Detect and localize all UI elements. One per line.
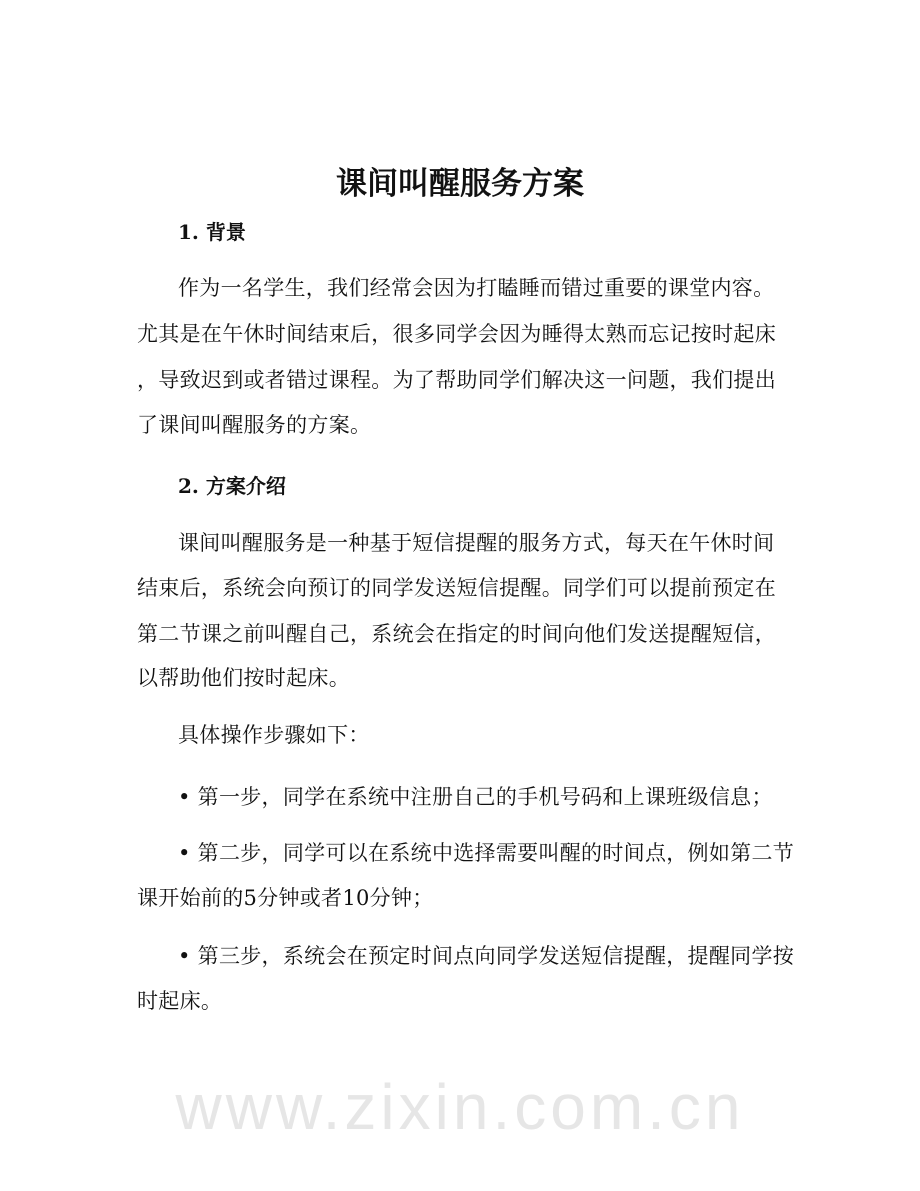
section-heading-background: 1. 背景 xyxy=(178,220,246,244)
step-item: • 第一步，同学在系统中注册自己的手机号码和上课班级信息； xyxy=(178,785,773,809)
step-item: • 第三步，系统会在预定时间点向同学发送短信提醒，提醒同学按 xyxy=(178,944,795,968)
paragraph-line: 了课间叫醒服务的方案。 xyxy=(137,413,372,437)
paragraph-line: 结束后，系统会向预订的同学发送短信提醒。同学们可以提前预定在 xyxy=(137,576,776,600)
paragraph-line: 第二节课之前叫醒自己，系统会在指定的时间向他们发送提醒短信， xyxy=(137,622,776,646)
section-heading-plan: 2. 方案介绍 xyxy=(178,474,286,498)
step-item-cont: 时起床。 xyxy=(137,989,223,1013)
paragraph-line: 尤其是在午休时间结束后，很多同学会因为睡得太熟而忘记按时起床 xyxy=(137,322,776,346)
steps-intro: 具体操作步骤如下： xyxy=(178,723,370,747)
step-item: • 第二步，同学可以在系统中选择需要叫醒的时间点，例如第二节 xyxy=(178,841,795,865)
page-title: 课间叫醒服务方案 xyxy=(336,166,584,202)
paragraph-line: 以帮助他们按时起床。 xyxy=(137,666,350,690)
paragraph-line: ，导致迟到或者错过课程。为了帮助同学们解决这一问题，我们提出 xyxy=(137,368,776,392)
watermark: www.zixin.com.cn xyxy=(175,1071,745,1143)
step-item-cont: 课开始前的5分钟或者10分钟； xyxy=(137,886,434,910)
paragraph-line: 课间叫醒服务是一种基于短信提醒的服务方式，每天在午休时间 xyxy=(178,531,775,555)
paragraph-line: 作为一名学生，我们经常会因为打瞌睡而错过重要的课堂内容。 xyxy=(178,276,775,300)
